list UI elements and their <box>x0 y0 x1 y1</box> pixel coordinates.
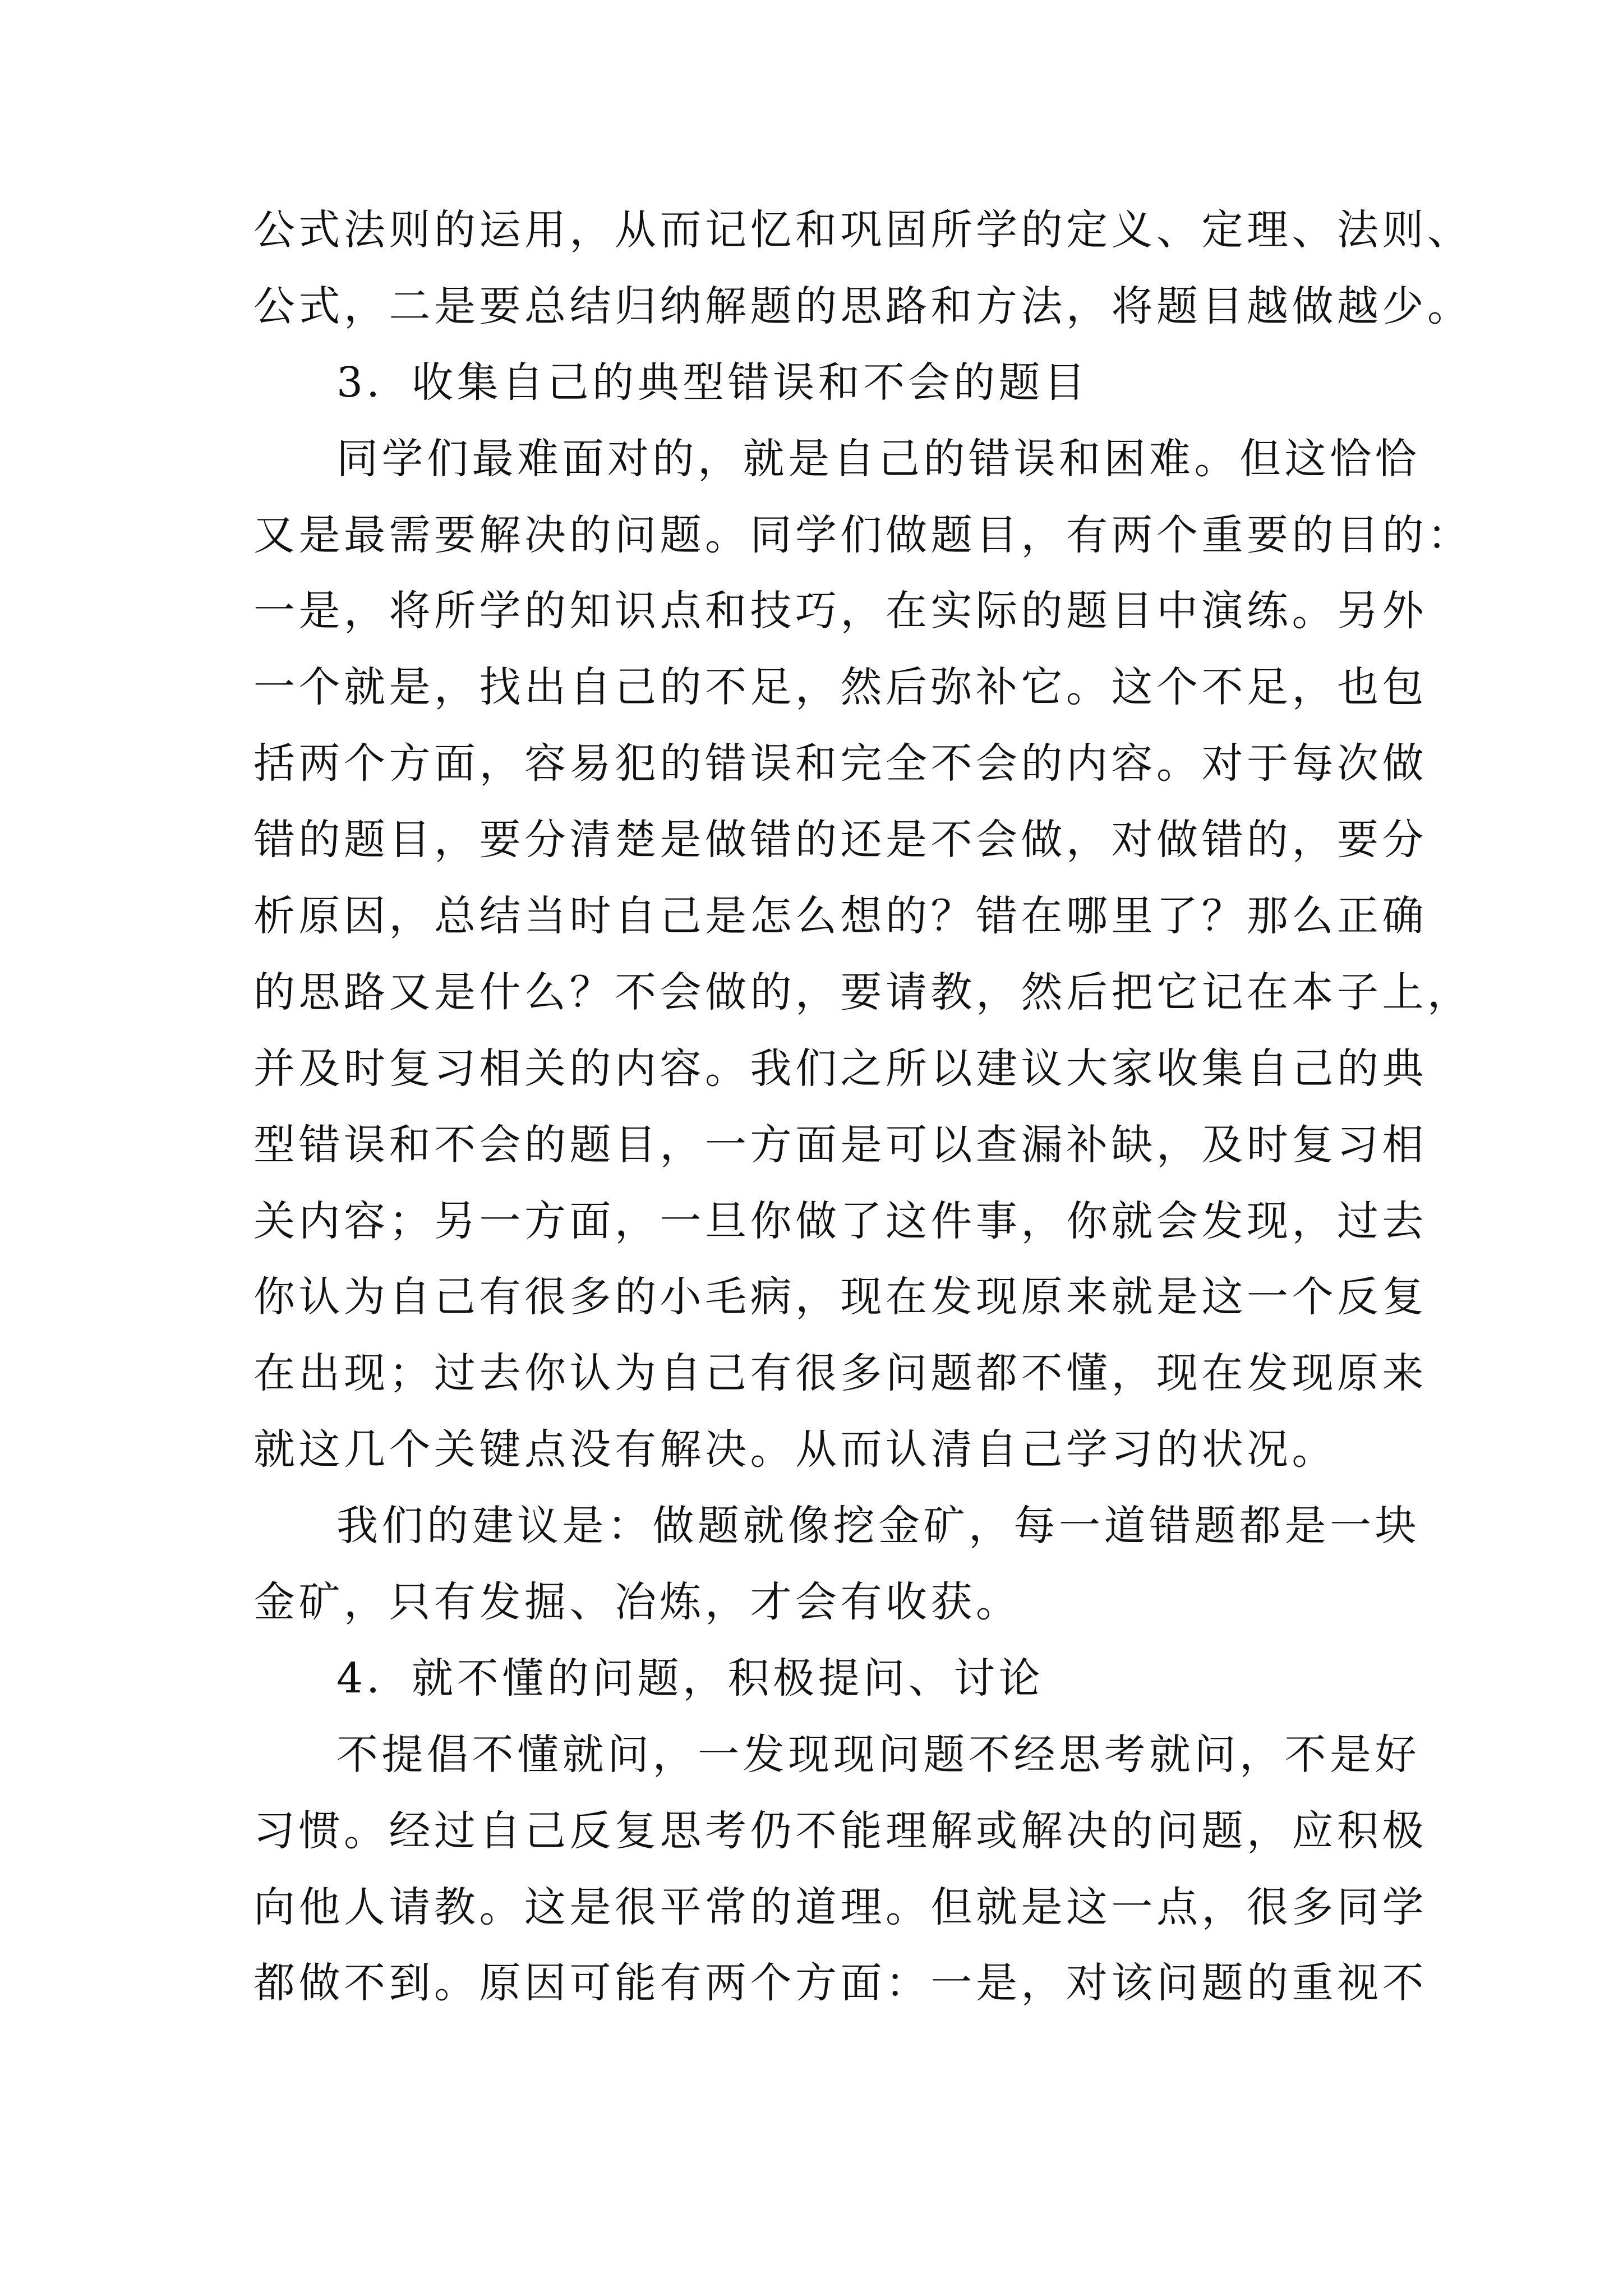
text-line: 公式，二是要总结归纳解题的思路和方法，将题目越做越少。 <box>253 282 1473 330</box>
text-line: 错的题目，要分清楚是做错的还是不会做，对做错的，要分 <box>253 816 1427 864</box>
text-line: 你认为自己有很多的小毛病，现在发现原来就是这一个反复 <box>253 1273 1427 1322</box>
text-line: 又是最需要解决的问题。同学们做题目，有两个重要的目的： <box>253 510 1473 559</box>
text-line: 括两个方面，容易犯的错误和完全不会的内容。对于每次做 <box>253 739 1427 788</box>
text-line: 我们的建议是：做题就像挖金矿，每一道错题都是一块 <box>336 1502 1420 1550</box>
text-line: 的思路又是什么？不会做的，要请教，然后把它记在本子上， <box>253 968 1473 1016</box>
text-line: 3．收集自己的典型错误和不会的题目 <box>336 358 1089 407</box>
text-line: 并及时复习相关的内容。我们之所以建议大家收集自己的典 <box>253 1044 1427 1093</box>
text-line: 公式法则的运用，从而记忆和巩固所学的定义、定理、法则、 <box>253 206 1473 254</box>
text-line: 习惯。经过自己反复思考仍不能理解或解决的问题，应积极 <box>253 1806 1427 1855</box>
text-line: 型错误和不会的题目，一方面是可以查漏补缺，及时复习相 <box>253 1120 1427 1169</box>
text-line: 就这几个关键点没有解决。从而认清自己学习的状况。 <box>253 1425 1337 1474</box>
text-line: 析原因，总结当时自己是怎么想的？错在哪里了？那么正确 <box>253 892 1427 941</box>
text-line: 金矿，只有发掘、冶炼，才会有收获。 <box>253 1578 1021 1627</box>
text-line: 向他人请教。这是很平常的道理。但就是这一点，很多同学 <box>253 1883 1427 1931</box>
text-line: 同学们最难面对的，就是自己的错误和困难。但这恰恰 <box>336 434 1420 483</box>
text-line: 一是，将所学的知识点和技巧，在实际的题目中演练。另外 <box>253 587 1427 636</box>
text-line: 不提倡不懂就问，一发现现问题不经思考就问，不是好 <box>336 1730 1420 1779</box>
text-line: 在出现；过去你认为自己有很多问题都不懂，现在发现原来 <box>253 1349 1427 1398</box>
text-line: 一个就是，找出自己的不足，然后弥补它。这个不足，也包 <box>253 663 1427 712</box>
text-line: 都做不到。原因可能有两个方面：一是，对该问题的重视不 <box>253 1959 1427 2008</box>
body-text <box>253 192 1473 2022</box>
text-line: 关内容；另一方面，一旦你做了这件事，你就会发现，过去 <box>253 1197 1427 1245</box>
text-line: 4．就不懂的问题，积极提问、讨论 <box>336 1654 1044 1703</box>
